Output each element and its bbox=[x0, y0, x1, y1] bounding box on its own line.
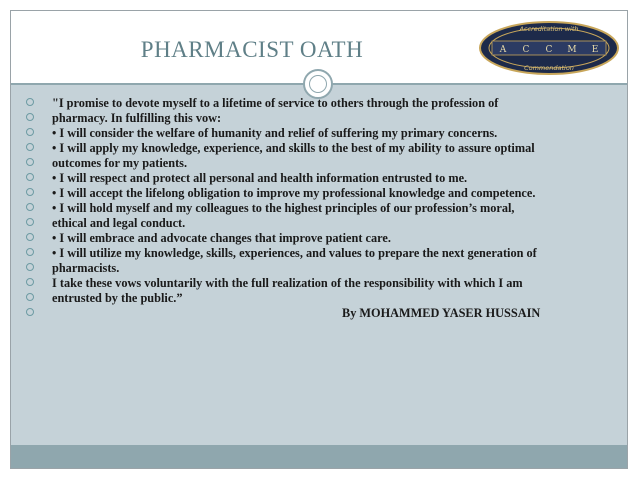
list-item bbox=[26, 307, 606, 321]
bullet-icon bbox=[26, 248, 34, 256]
bullet-icon bbox=[26, 218, 34, 226]
seal-letter: C bbox=[545, 45, 553, 55]
oath-line: entrusted by the public.” bbox=[52, 291, 183, 305]
bullet-icon bbox=[26, 113, 34, 121]
list-item bbox=[26, 97, 606, 109]
list-item bbox=[26, 187, 606, 199]
list-item bbox=[26, 217, 606, 229]
oath-line: • I will utilize my knowledge, skills, experiences, and values to prepare the next generation of bbox=[52, 246, 537, 260]
oath-line: outcomes for my patients. bbox=[52, 156, 188, 170]
divider-circle-inner bbox=[309, 75, 327, 93]
bullet-icon bbox=[26, 293, 34, 301]
list-item bbox=[26, 202, 606, 214]
oath-list bbox=[26, 97, 606, 324]
seal-letter: A bbox=[499, 45, 507, 55]
slide-title: PHARMACIST OATH bbox=[140, 37, 364, 62]
list-item bbox=[26, 277, 606, 289]
bullet-icon bbox=[26, 278, 34, 286]
seal-letter: E bbox=[591, 45, 599, 55]
list-item bbox=[26, 232, 606, 244]
bullet-icon bbox=[26, 263, 34, 271]
seal-letter: M bbox=[567, 45, 577, 55]
bullet-icon bbox=[26, 173, 34, 181]
list-item bbox=[26, 262, 606, 274]
oath-line: • I will hold myself and my colleagues to the highest principles of our profession’s moral, bbox=[52, 201, 515, 215]
bullet-icon bbox=[26, 308, 34, 316]
oath-line: pharmacy. In fulfilling this vow: bbox=[52, 111, 222, 125]
bullet-icon bbox=[26, 98, 34, 106]
footer-bar bbox=[11, 445, 627, 468]
signature: By MOHAMMED YASER HUSSAIN bbox=[342, 306, 541, 320]
oath-line: • I will respect and protect all personal and health information entrusted to me. bbox=[52, 171, 468, 185]
accreditation-seal bbox=[478, 20, 620, 76]
seal-text-top: Accreditation with bbox=[519, 25, 579, 33]
list-item bbox=[26, 172, 606, 184]
list-item bbox=[26, 292, 606, 304]
oath-line: • I will apply my knowledge, experience, and skills to the best of my ability to assure optimal bbox=[52, 141, 535, 155]
oath-line: • I will embrace and advocate changes that improve patient care. bbox=[52, 231, 391, 245]
list-item bbox=[26, 127, 606, 139]
bullet-icon bbox=[26, 188, 34, 196]
bullet-icon bbox=[26, 233, 34, 241]
oath-line: • I will consider the welfare of humanity and relief of suffering my primary concerns. bbox=[52, 126, 498, 140]
list-item bbox=[26, 112, 606, 124]
seal-text-bottom: Commendation bbox=[524, 64, 574, 72]
list-item bbox=[26, 142, 606, 154]
oath-line: pharmacists. bbox=[52, 261, 120, 275]
bullet-icon bbox=[26, 158, 34, 166]
bullet-icon bbox=[26, 203, 34, 211]
seal-letter: C bbox=[522, 45, 530, 55]
oath-line: I take these vows voluntarily with the full realization of the responsibility with which I am bbox=[52, 276, 523, 290]
list-item bbox=[26, 157, 606, 169]
list-item bbox=[26, 247, 606, 259]
bullet-icon bbox=[26, 128, 34, 136]
oath-line: • I will accept the lifelong obligation to improve my professional knowledge and competence. bbox=[52, 186, 536, 200]
divider-circle-ornament bbox=[303, 69, 333, 99]
bullet-icon bbox=[26, 143, 34, 151]
oath-line: ethical and legal conduct. bbox=[52, 216, 186, 230]
oath-line: "I promise to devote myself to a lifetime of service to others through the profession of bbox=[52, 96, 499, 110]
